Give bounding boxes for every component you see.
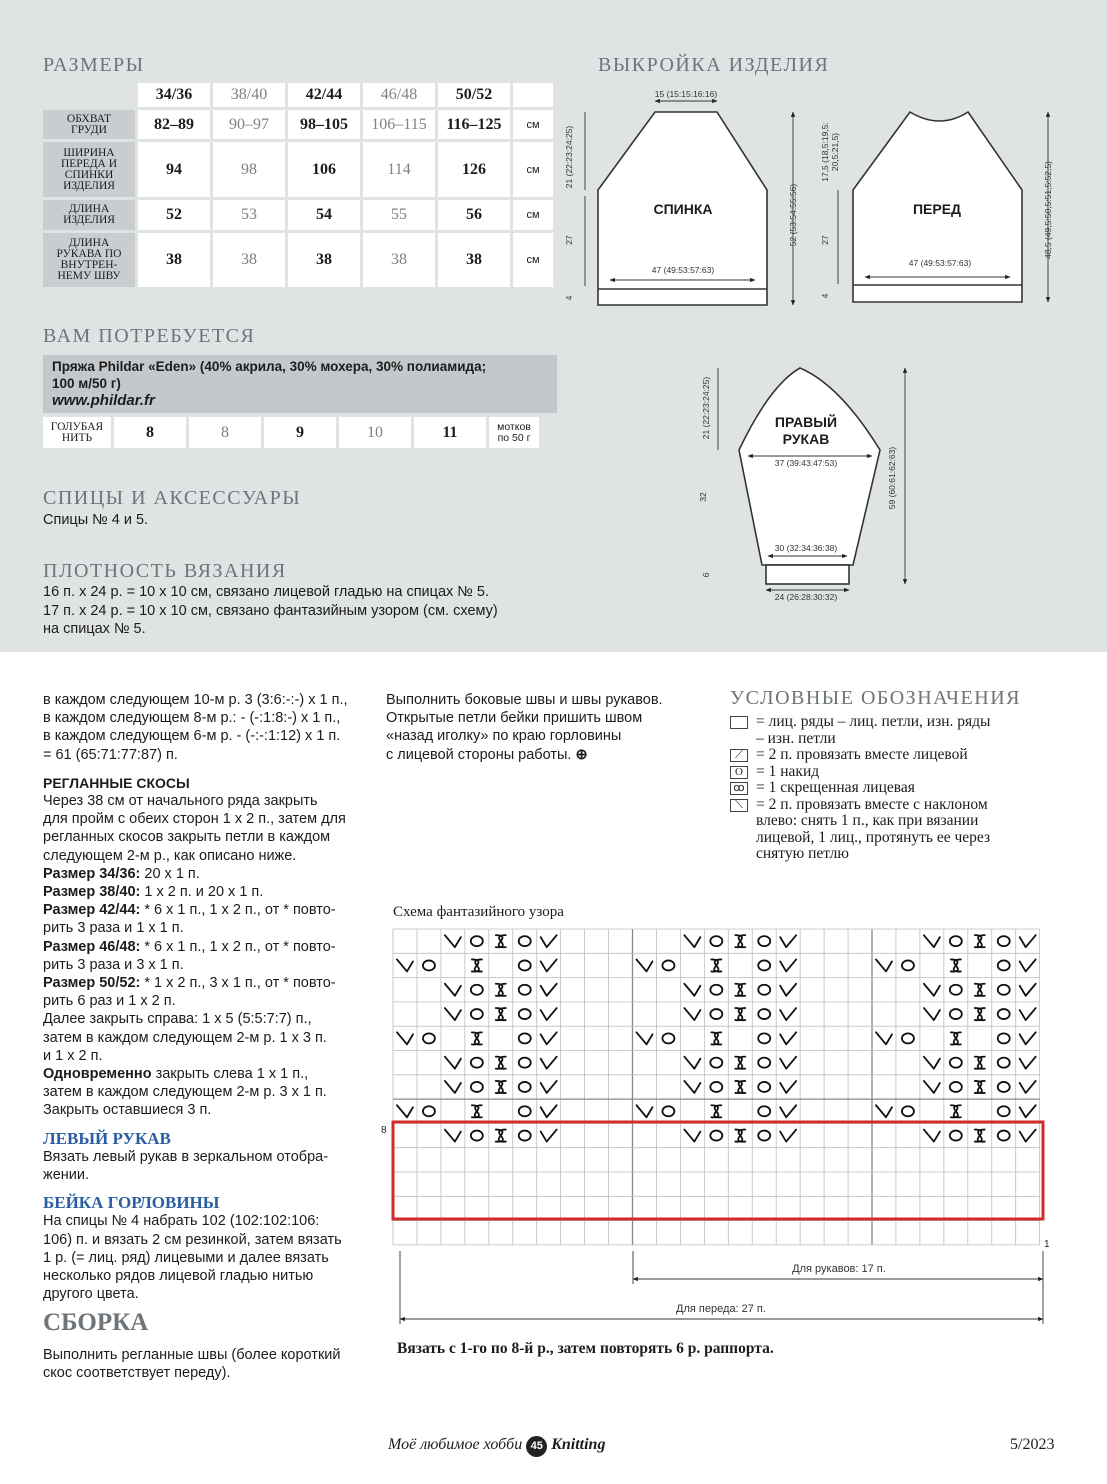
chart-stitch-symbol: [636, 1105, 652, 1117]
chart-stitch-symbol: [710, 936, 722, 946]
svg-text:21 (22:23:24:25): 21 (22:23:24:25): [701, 376, 711, 440]
chart-stitch-symbol: [780, 1081, 796, 1093]
k2tog-symbol-icon: ⟋: [730, 749, 748, 762]
chart-stitch-symbol: [423, 1033, 435, 1043]
sizes-title: РАЗМЕРЫ: [43, 54, 145, 76]
chart-title: Схема фантазийного узора: [393, 904, 564, 920]
skein-count: 10: [339, 417, 411, 448]
repeat-highlight: [393, 1122, 1043, 1219]
chart-stitch-symbol: [950, 1058, 962, 1068]
svg-text:37 (39:43:47:53): 37 (39:43:47:53): [774, 458, 838, 468]
svg-text:59 (60:61:62:63): 59 (60:61:62:63): [887, 446, 897, 510]
chart-stitch-symbol: [684, 1081, 700, 1093]
chart-stitch-symbol: [735, 1130, 745, 1142]
chart-stitch-symbol: [735, 1057, 745, 1069]
svg-text:РУКАВ: РУКАВ: [782, 431, 830, 447]
chart-stitch-symbol: [445, 935, 461, 947]
chart-stitch-symbol: [541, 1008, 557, 1020]
chart-stitch-symbol: [1020, 1081, 1036, 1093]
chart-stitch-symbol: [445, 1130, 461, 1142]
chart-stitch-symbol: [1020, 984, 1036, 996]
chart-stitch-symbol: [975, 1081, 985, 1093]
size-value: 38: [288, 233, 360, 287]
neck-title: БЕЙКА ГОРЛОВИНЫ: [43, 1193, 220, 1213]
chart-stitch-symbol: [519, 985, 531, 995]
legend: [730, 714, 990, 863]
chart-stitch-symbol: [1020, 935, 1036, 947]
chart-stitch-symbol: [710, 1082, 722, 1092]
chart-stitch-symbol: [735, 1008, 745, 1020]
chart-stitch-symbol: [684, 935, 700, 947]
gauge-title: ПЛОТНОСТЬ ВЯЗАНИЯ: [43, 560, 287, 582]
chart-stitch-symbol: [541, 935, 557, 947]
chart-stitch-symbol: [758, 1033, 770, 1043]
chart-stitch-symbol: [496, 1081, 506, 1093]
chart-stitch-symbol: [998, 985, 1010, 995]
chart-stitch-symbol: [684, 1057, 700, 1069]
chart-stitch-symbol: [998, 1106, 1010, 1116]
svg-text:27: 27: [564, 235, 574, 245]
chart-stitch-symbol: [472, 959, 482, 971]
legend-item-k2tog: ⟋ = 2 п. провязать вместе лицевой: [730, 747, 990, 764]
chart-stitch-symbol: [902, 960, 914, 970]
skein-unit: мотков по 50 г: [489, 417, 539, 448]
size-header: 42/44: [288, 83, 360, 107]
size-value: 52: [138, 200, 210, 230]
size-value: 90–97: [213, 110, 285, 139]
chart-stitch-symbol: [445, 984, 461, 996]
svg-text:47 (49:53:57:63): 47 (49:53:57:63): [651, 265, 715, 275]
footer-magazine: Моё любимое хобби 45 Knitting: [388, 1436, 605, 1457]
chart-stitch-symbol: [975, 935, 985, 947]
chart-stitch-symbol: [710, 1131, 722, 1141]
skein-count: 8: [189, 417, 261, 448]
svg-text:48,5 (49,5:50,5:51,5:52,5): 48,5 (49,5:50,5:51,5:52,5): [1043, 161, 1053, 259]
svg-text:Для рукавов: 17 п.: Для рукавов: 17 п.: [792, 1263, 886, 1275]
chart-stitch-symbol: [397, 959, 413, 971]
chart-stitch-symbol: [902, 1033, 914, 1043]
size-value: 54: [288, 200, 360, 230]
chart-stitch-symbol: [924, 1130, 940, 1142]
chart-stitch-symbol: [445, 1057, 461, 1069]
unit: см: [513, 142, 553, 197]
size-header: 46/48: [363, 83, 435, 107]
yarn-info: Пряжа Phildar «Eden» (40% акрила, 30% мохера, 30% полиамида; 100 м/50 г) www.phildar.fr: [43, 355, 557, 413]
sizes-table: [40, 80, 556, 290]
knit-symbol-icon: [730, 716, 748, 729]
chart-stitch-symbol: [541, 1081, 557, 1093]
svg-text:20,5:21,5): 20,5:21,5): [830, 132, 840, 172]
size-value: 82–89: [138, 110, 210, 139]
legend-item-twisted: ꝏ = 1 скрещенная лицевая: [730, 780, 990, 797]
svg-text:4: 4: [820, 293, 830, 299]
gauge-text: 16 п. х 24 р. = 10 х 10 см, связано лицевой гладью на спицах № 5. 17 п. х 24 р. = 10 х 10 см, связано фантазийным узором (см. схему) на спицах № 5.: [43, 584, 498, 637]
chart-stitch-symbol: [998, 1058, 1010, 1068]
size-value: 53: [213, 200, 285, 230]
footer-issue: 5/2023: [1010, 1436, 1055, 1453]
yarn-color-label: ГОЛУБАЯ НИТЬ: [43, 417, 111, 448]
chart-stitch-symbol: [876, 1105, 892, 1117]
chart-stitch-symbol: [519, 1009, 531, 1019]
chart-stitch-symbol: [758, 1106, 770, 1116]
chart-stitch-symbol: [471, 1082, 483, 1092]
chart-stitch-symbol: [951, 1032, 961, 1044]
chart-stitch-symbol: [1020, 1130, 1036, 1142]
chart-stitch-symbol: [496, 935, 506, 947]
chart-stitch-symbol: [780, 1008, 796, 1020]
size-value: 38: [213, 233, 285, 287]
chart-stitch-symbol: [445, 1008, 461, 1020]
pattern-title: ВЫКРОЙКА ИЗДЕЛИЯ: [598, 54, 830, 76]
chart-stitch-symbol: [636, 1032, 652, 1044]
chart-stitch-symbol: [780, 959, 796, 971]
svg-text:27: 27: [820, 235, 830, 245]
unit: см: [513, 233, 553, 287]
chart-stitch-symbol: [735, 984, 745, 996]
size-value: 94: [138, 142, 210, 197]
chart-note: Вязать с 1-го по 8-й р., затем повторять 6 р. раппорта.: [397, 1340, 774, 1357]
chart-stitch-symbol: [684, 1130, 700, 1142]
chart-stitch-symbol: [472, 1105, 482, 1117]
size-value: 56: [438, 200, 510, 230]
chart-stitch-symbol: [519, 960, 531, 970]
chart-stitch-symbol: [496, 1130, 506, 1142]
size-value: 114: [363, 142, 435, 197]
chart-stitch-symbol: [710, 985, 722, 995]
chart-stitch-symbol: [998, 1009, 1010, 1019]
legend-item-knit: = лиц. ряды – лиц. петли, изн. ряды – изн. петли: [730, 714, 990, 747]
svg-text:47 (49:53:57:63): 47 (49:53:57:63): [908, 258, 972, 268]
chart-stitch-symbol: [780, 1057, 796, 1069]
svg-text:17,5 (18,5:19,5:: 17,5 (18,5:19,5:: [820, 122, 830, 182]
size-value: 106: [288, 142, 360, 197]
chart-stitch-symbol: [519, 1033, 531, 1043]
chart-stitch-symbol: [1020, 1008, 1036, 1020]
size-value: 98–105: [288, 110, 360, 139]
chart-stitch-symbol: [951, 1105, 961, 1117]
unit: см: [513, 200, 553, 230]
chart-stitch-symbol: [423, 1106, 435, 1116]
row-label-width: ШИРИНА ПЕРЕДА И СПИНКИ ИЗДЕЛИЯ: [43, 142, 135, 197]
size-value: 126: [438, 142, 510, 197]
svg-text:ПЕРЕД: ПЕРЕД: [912, 201, 962, 217]
twisted-knit-symbol-icon: ꝏ: [730, 782, 748, 795]
size-header: 34/36: [138, 83, 210, 107]
size-value: 38: [138, 233, 210, 287]
needles-title: СПИЦЫ И АКСЕССУАРЫ: [43, 487, 302, 509]
svg-text:24 (26:28:30:32): 24 (26:28:30:32): [774, 592, 838, 602]
chart-stitch-symbol: [902, 1106, 914, 1116]
chart-stitch-symbol: [924, 1081, 940, 1093]
svg-text:4: 4: [564, 295, 574, 301]
svg-text:52 (53:54:55:56): 52 (53:54:55:56): [788, 183, 798, 247]
page-number-badge: 45: [526, 1436, 547, 1457]
chart-stitch-symbol: [998, 1033, 1010, 1043]
chart-stitch-symbol: [711, 959, 721, 971]
chart-stitch-symbol: [735, 1081, 745, 1093]
chart-stitch-symbol: [471, 1009, 483, 1019]
chart-stitch-symbol: [951, 959, 961, 971]
chart-stitch-symbol: [519, 1131, 531, 1141]
chart-stitch-symbol: [950, 1009, 962, 1019]
chart-stitch-symbol: [711, 1032, 721, 1044]
chart-stitch-symbol: [998, 1131, 1010, 1141]
chart-stitch-symbol: [397, 1032, 413, 1044]
chart-stitch-symbol: [780, 984, 796, 996]
left-sleeve-title: ЛЕВЫЙ РУКАВ: [43, 1128, 171, 1148]
chart-stitch-symbol: [1020, 1032, 1036, 1044]
chart-stitch-symbol: [758, 1131, 770, 1141]
chart-stitch-symbol: [541, 984, 557, 996]
row-label-length: ДЛИНА ИЗДЕЛИЯ: [43, 200, 135, 230]
chart-stitch-symbol: [950, 985, 962, 995]
chart-stitch-symbol: [541, 1057, 557, 1069]
chart-stitch-symbol: [876, 959, 892, 971]
chart-stitch-symbol: [519, 1106, 531, 1116]
svg-text:30 (32:34:36:38): 30 (32:34:36:38): [774, 543, 838, 553]
size-value: 106–115: [363, 110, 435, 139]
row-label-sleeve: ДЛИНА РУКАВА ПО ВНУТРЕН- НЕМУ ШВУ: [43, 233, 135, 287]
chart-stitch-symbol: [735, 935, 745, 947]
chart-stitch-symbol: [998, 960, 1010, 970]
pattern-schematic: [555, 80, 1075, 610]
chart-stitch-symbol: [780, 1032, 796, 1044]
chart-stitch-symbol: [975, 984, 985, 996]
chart-stitch-symbol: [924, 1008, 940, 1020]
svg-text:СПИНКА: СПИНКА: [653, 201, 713, 217]
chart-stitch-symbol: [471, 1058, 483, 1068]
chart-stitch-symbol: [758, 1082, 770, 1092]
chart-stitch-symbol: [541, 959, 557, 971]
svg-text:6: 6: [701, 572, 711, 578]
chart-stitch-symbol: [780, 935, 796, 947]
chart-stitch-symbol: [975, 1057, 985, 1069]
skein-count: 11: [414, 417, 486, 448]
skein-count: 8: [114, 417, 186, 448]
svg-text:ПРАВЫЙ: ПРАВЫЙ: [774, 414, 838, 430]
raglan-title: РЕГЛАННЫЕ СКОСЫ: [43, 774, 190, 791]
chart-stitch-symbol: [924, 1057, 940, 1069]
chart-stitch-symbol: [758, 1009, 770, 1019]
row-label-chest: ОБХВАТ ГРУДИ: [43, 110, 135, 139]
chart-stitch-symbol: [950, 1082, 962, 1092]
skein-count: 9: [264, 417, 336, 448]
chart-stitch-symbol: [924, 935, 940, 947]
legend-item-ssk: ⟍ = 2 п. провязать вместе с наклоном влево: снять 1 п., как при вязании лицевой, 1 лиц., протянуть ее через снятую петлю: [730, 797, 990, 863]
unit: см: [513, 110, 553, 139]
chart-stitch-symbol: [950, 1131, 962, 1141]
chart-stitch-symbol: [496, 1008, 506, 1020]
size-value: 38: [363, 233, 435, 287]
chart-stitch-symbol: [758, 960, 770, 970]
chart-stitch-symbol: [496, 984, 506, 996]
chart-stitch-symbol: [519, 1082, 531, 1092]
legend-title: УСЛОВНЫЕ ОБОЗНАЧЕНИЯ: [730, 687, 1021, 709]
chart-stitch-symbol: [1020, 1057, 1036, 1069]
needles-text: Спицы № 4 и 5.: [43, 512, 149, 528]
chart-stitch-symbol: [758, 1058, 770, 1068]
chart-stitch-symbol: [519, 1058, 531, 1068]
chart-stitch-symbol: [758, 985, 770, 995]
ssk-symbol-icon: ⟍: [730, 799, 748, 812]
size-value: 38: [438, 233, 510, 287]
chart-stitch-symbol: [998, 936, 1010, 946]
chart-stitch-symbol: [998, 1082, 1010, 1092]
chart-stitch-symbol: [445, 1081, 461, 1093]
yarn-over-symbol-icon: O: [730, 766, 748, 779]
chart-stitch-symbol: [541, 1130, 557, 1142]
chart-stitch-symbol: [471, 1131, 483, 1141]
svg-text:15 (15:15:16:16): 15 (15:15:16:16): [654, 89, 718, 99]
stitch-chart: [376, 924, 1066, 1324]
chart-stitch-symbol: [541, 1032, 557, 1044]
svg-text:21 (22:23:24:25): 21 (22:23:24:25): [564, 125, 574, 189]
chart-stitch-symbol: [975, 1130, 985, 1142]
assembly-title: СБОРКА: [43, 1308, 149, 1336]
size-header: 50/52: [438, 83, 510, 107]
svg-text:Для переда: 27 п.: Для переда: 27 п.: [676, 1303, 766, 1315]
chart-stitch-symbol: [780, 1130, 796, 1142]
chart-stitch-symbol: [684, 1008, 700, 1020]
chart-stitch-symbol: [496, 1057, 506, 1069]
chart-stitch-symbol: [423, 960, 435, 970]
materials-title: ВАМ ПОТРЕБУЕТСЯ: [43, 325, 256, 347]
size-value: 55: [363, 200, 435, 230]
yarn-url: www.phildar.fr: [52, 392, 155, 409]
chart-stitch-symbol: [471, 985, 483, 995]
chart-stitch-symbol: [711, 1105, 721, 1117]
chart-stitch-symbol: [662, 960, 674, 970]
instructions-column-2: Выполнить боковые швы и швы рукавов. Открытые петли бейки пришить швом «назад иголку» по краю горловины с лицевой стороны работы. ⊕: [386, 692, 663, 763]
chart-stitch-symbol: [662, 1106, 674, 1116]
end-mark-icon: ⊕: [575, 746, 588, 763]
chart-stitch-symbol: [541, 1105, 557, 1117]
chart-stitch-symbol: [924, 984, 940, 996]
chart-stitch-symbol: [662, 1033, 674, 1043]
size-value: 98: [213, 142, 285, 197]
chart-stitch-symbol: [1020, 959, 1036, 971]
legend-item-yo: O = 1 накид: [730, 764, 990, 781]
chart-stitch-symbol: [780, 1105, 796, 1117]
chart-stitch-symbol: [519, 936, 531, 946]
chart-stitch-symbol: [710, 1009, 722, 1019]
chart-stitch-symbol: [710, 1058, 722, 1068]
instructions-column-1: в каждом следующем 10-м р. 3 (3:6:-:-) х 1 п., в каждом следующем 8-м р.: - (-:1:8:-) х 1 п., в каждом следующем 6-м р. - (-:-:1:12) х 1 п. = 61 (65:71:77:87) п. РЕГЛАННЫЕ СКОСЫ Через 38 см от начального ряда закрыть для пройм с обеих сторон 1 х 2 п., затем для регланных скосов закрыть петли в каждом следующем 2-м р., как описано ниже. Размер 34/36: 20 х 1 п. Размер 38/40: 1 х 2 п. и 20 х 1 п. Размер 42/44: * 6 х 1 п., 1 х 2 п., от * повто- рить 3 раза и 1 х 1 п. Размер 46/48: * 6 х 1 п., 1 х 2 п., от * повто- рить 3 раза и 3 х 1 п. Размер 50/52: * 1 х 2 п., 3 х 1 п., от * повто- рить 6 раз и 1 х 2 п. Далее закрыть справа: 1 х 5 (5:5:7:7) п., затем в каждом следующем 2-м р. 1 х 3 п. и 1 х 2 п. Одновременно закрыть слева 1 х 1 п., затем в каждом следующем 2-м р. 3 х 1 п. Закрыть оставшиеся 3 п. ЛЕВЫЙ РУКАВ Вязать левый рукав в зеркальном отобра- жении. БЕЙКА ГОРЛОВИНЫ На спицы № 4 набрать 102 (102:102:106: 106) п. и вязать 2 см резинкой, затем вязать 1 р. (= лиц. ряд) лицевыми и далее вязать несколько рядов лицевой гладью нитью другого цвета. СБОРКА Выполнить регланные швы (более короткий скос соответствует переду).: [43, 692, 348, 1381]
chart-stitch-symbol: [472, 1032, 482, 1044]
chart-stitch-symbol: [471, 936, 483, 946]
chart-stitch-symbol: [950, 936, 962, 946]
chart-stitch-symbol: [876, 1032, 892, 1044]
chart-stitch-symbol: [758, 936, 770, 946]
chart-stitch-symbol: [1020, 1105, 1036, 1117]
skeins-table: [40, 414, 542, 451]
chart-stitch-symbol: [684, 984, 700, 996]
svg-text:1: 1: [1044, 1239, 1050, 1250]
chart-stitch-symbol: [975, 1008, 985, 1020]
svg-text:8: 8: [381, 1125, 387, 1136]
size-value: 116–125: [438, 110, 510, 139]
svg-text:32: 32: [698, 492, 708, 502]
size-header: 38/40: [213, 83, 285, 107]
chart-stitch-symbol: [397, 1105, 413, 1117]
chart-stitch-symbol: [636, 959, 652, 971]
